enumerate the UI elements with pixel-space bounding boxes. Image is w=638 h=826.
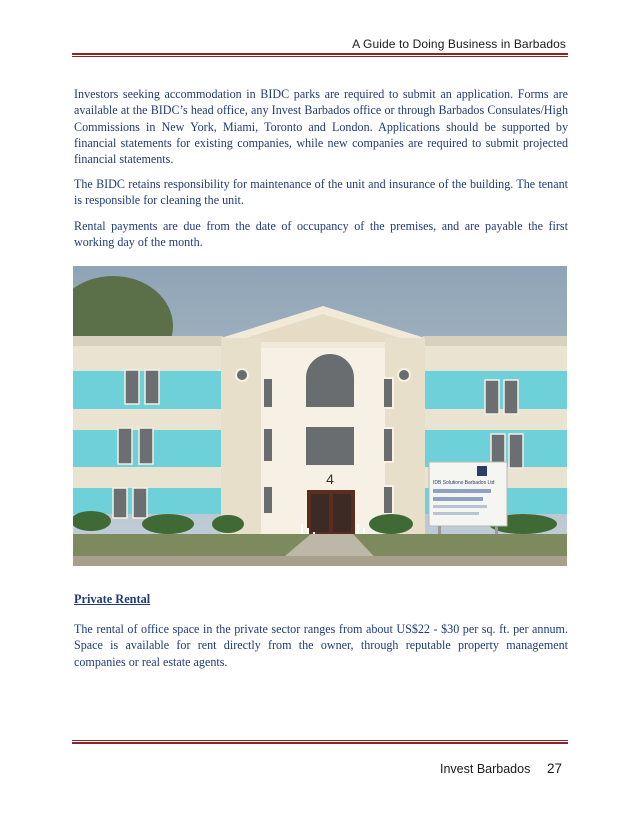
running-header: A Guide to Doing Business in Barbados — [352, 37, 566, 51]
building-photo — [73, 266, 567, 566]
building-number: 4 — [326, 471, 334, 487]
sign-title: IDB Solutions Barbados Ltd — [433, 480, 495, 486]
header-rule — [72, 53, 568, 57]
paragraph-rental-payments: Rental payments are due from the date of occupancy of the premises, and are payable the first working day of the month. — [74, 219, 568, 250]
paragraph-private-rental: The rental of office space in the private sector ranges from about US$22 - $30 per sq. ft. per annum. Space is available for rent directly from the owner, through reputable property management companies or real estate agents. — [74, 622, 568, 669]
paragraph-application: Investors seeking accommodation in BIDC parks are required to submit an application. Forms are available at the BIDC’s head office, any Invest Barbados office or through Barbados Consulates/High Commissions in New York, Miami, Toronto and London. Applications should be supported by financial statements for existing companies, while new companies are required to submit projected financial statements. — [74, 87, 568, 167]
footer-rule — [72, 740, 568, 744]
section-heading-private-rental: Private Rental — [74, 592, 151, 606]
page-number: 27 — [547, 761, 563, 776]
footer-brand: Invest Barbados — [440, 762, 531, 776]
paragraph-maintenance: The BIDC retains responsibility for maintenance of the unit and insurance of the building. The tenant is responsible for cleaning the unit. — [74, 177, 568, 208]
